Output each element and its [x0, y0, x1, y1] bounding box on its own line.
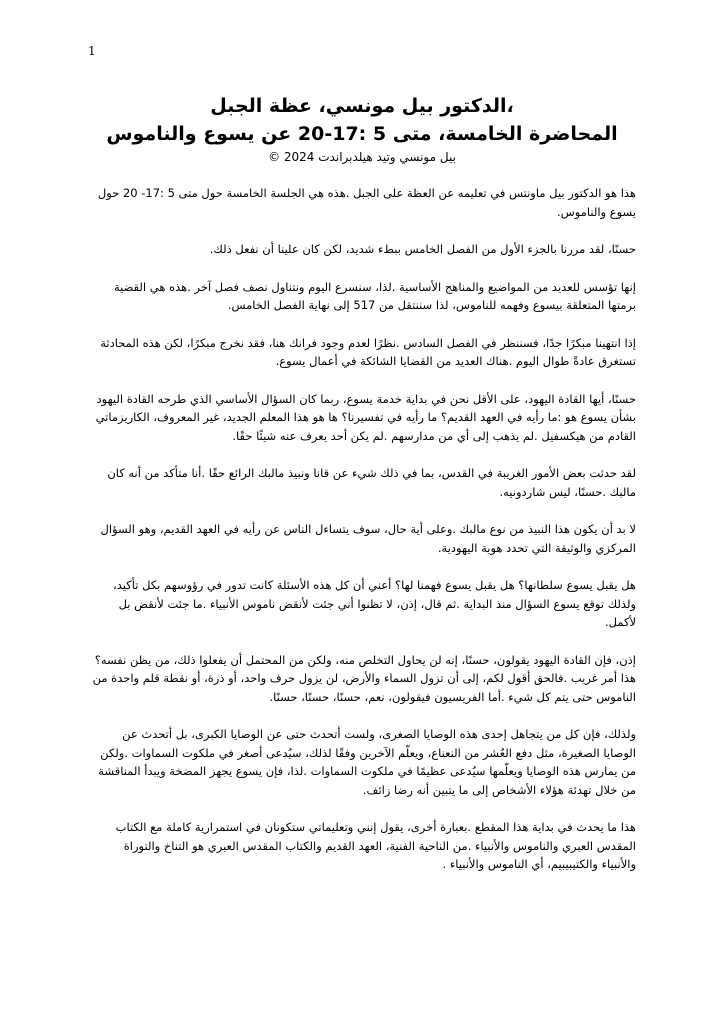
paragraph: لقد حدثت بعض الأمور الغريبة في القدس، بما في ذلك شيء عن قانا ونبيذ مالبك الرائع حقًا .أنا متأكد من أنه كان مالبك .حسنًا، ليس شاردونيه. — [107, 466, 636, 499]
title-line-2: المحاضرة الخامسة، متى 5 :17-20 عن يسوع والناموس — [106, 123, 618, 145]
paragraph: إنها تؤسس للعديد من المواضيع والمناهج الأساسية .لذا، سنسرع اليوم ونتناول نصف فصل آخر .هذه هي القضية برمتها المتعلقة بيسوع وفهمه للناموس، لذا سننتقل من 517 إلى نهاية الفصل الخامس. — [113, 279, 636, 312]
paragraph: حسنًا، أيها القادة اليهود، على الأقل نحن في بداية خدمة يسوع، ربما كان السؤال الأساسي الذي طرحه القادة اليهود بشأن يسوع هو :ما رأيه في العهد القديم؟ ما رأيه في تفسيرنا؟ ها هو هذا المعلم الجديد، غير المعروف، الكاريزماتي القادم من هيكسفيل .لم يذهب إلى أي من مدارسهم .لم يكن أحد يعرف عنه شيئًا حقًا. — [95, 391, 636, 443]
paragraph: لا بد أن يكون هذا النبيذ من نوع مالبك .وعلى أية حال، سوف يتساءل الناس عن رأيه في العهد القديم، وهو السؤال المركزي والوثيقة التي تحدد هوية اليهودية. — [100, 522, 636, 555]
paragraph: إذا انتهينا مبكرًا جدًا، فسننظر في الفصل السادس .نظرًا لعدم وجود فرانك هنا، فقد نخرج مبكرًا، لكن هذه المحادثة تستغرق عادةً طوال اليوم .هناك العديد من القضايا الشائكة في أعمال يسوع. — [100, 335, 636, 368]
document-body — [88, 184, 636, 893]
paragraph: هل يقبل يسوع سلطانها؟ هل يقبل يسوع فهمنا لها؟ أعني أن كل هذه الأسئلة كانت تدور في رؤوسهم بكل تأكيد، ولذلك توقع يسوع السؤال منذ البداية .ثم قال، إذن، لا تظنوا أني جئت لأنقض ناموس الأنبياء .ما جئت لأنقض بل لأكمل. — [113, 578, 636, 629]
copyright-line: بيل مونسي وتيد هيلدبراندت 2024 © — [268, 150, 456, 164]
document-header — [60, 92, 664, 165]
paragraph: إذن، فإن القادة اليهود يقولون، حسنًا، إنه لن يحاول التخلص منه، ولكن من المحتمل أن يفعلوا ذلك، من يظن نفسه؟ هذا أمر غريب .فالحق أقول لكم، إلى أن تزول السماء والأرض، لن يزول حرف واحد، أو ذرة، أو نقطة قلم واحدة من الناموس حتى يتم كل شيء .أما الفريسيون فيقولون، نعم، حسنًا، حسنًا، حسنًا. — [92, 652, 636, 704]
paragraph: حسنًا، لقد مررنا بالجزء الأول من الفصل الخامس ببطء شديد، لكن كان علينا أن نفعل ذلك. — [209, 242, 636, 256]
paragraph: هذا هو الدكتور بيل ماونتس في تعليمه عن العظة على الجبل .هذه هي الجلسة الخامسة حول متى 5 :17- 20 حول يسوع والناموس. — [97, 186, 636, 219]
title-line-1: ،الدكتور بيل مونسي، عظة الجبل — [210, 95, 514, 117]
page-number: 1 — [88, 44, 96, 58]
paragraph: هذا ما يحدث في بداية هذا المقطع .بعبارة أخرى، يقول إنني وتعليماتي ستكونان في استمرارية كاملة مع الكتاب المقدس العبري والناموس والأنبياء .من الناحية الفنية، العهد القديم والكتاب المقدس العبري هو التناخ والتوراة والأنبياء والكتيبيبيم، أي الناموس والأنبياء . — [115, 820, 636, 871]
paragraph: ولذلك، فإن كل من يتجاهل إحدى هذه الوصايا الصغرى، ولست أتحدث حتى عن الوصايا الكبرى، بل أتحدث عن الوصايا الصغيرة، مثل دفع العُشر من النعناع، ويعلّم الآخرين وفقًا لذلك، سيُدعى أصغر في ملكوت السماوات .ولكن من يمارس هذه الوصايا ويعلّمها سيُدعى عظيمًا في ملكوت السماوات .لذا، فإن يسوع يجهز المضخة ويبدأ المناقشة من خلال تهدئة هؤلاء الأشخاص إلى ما يتبين أنه رضا زائف. — [98, 727, 636, 797]
